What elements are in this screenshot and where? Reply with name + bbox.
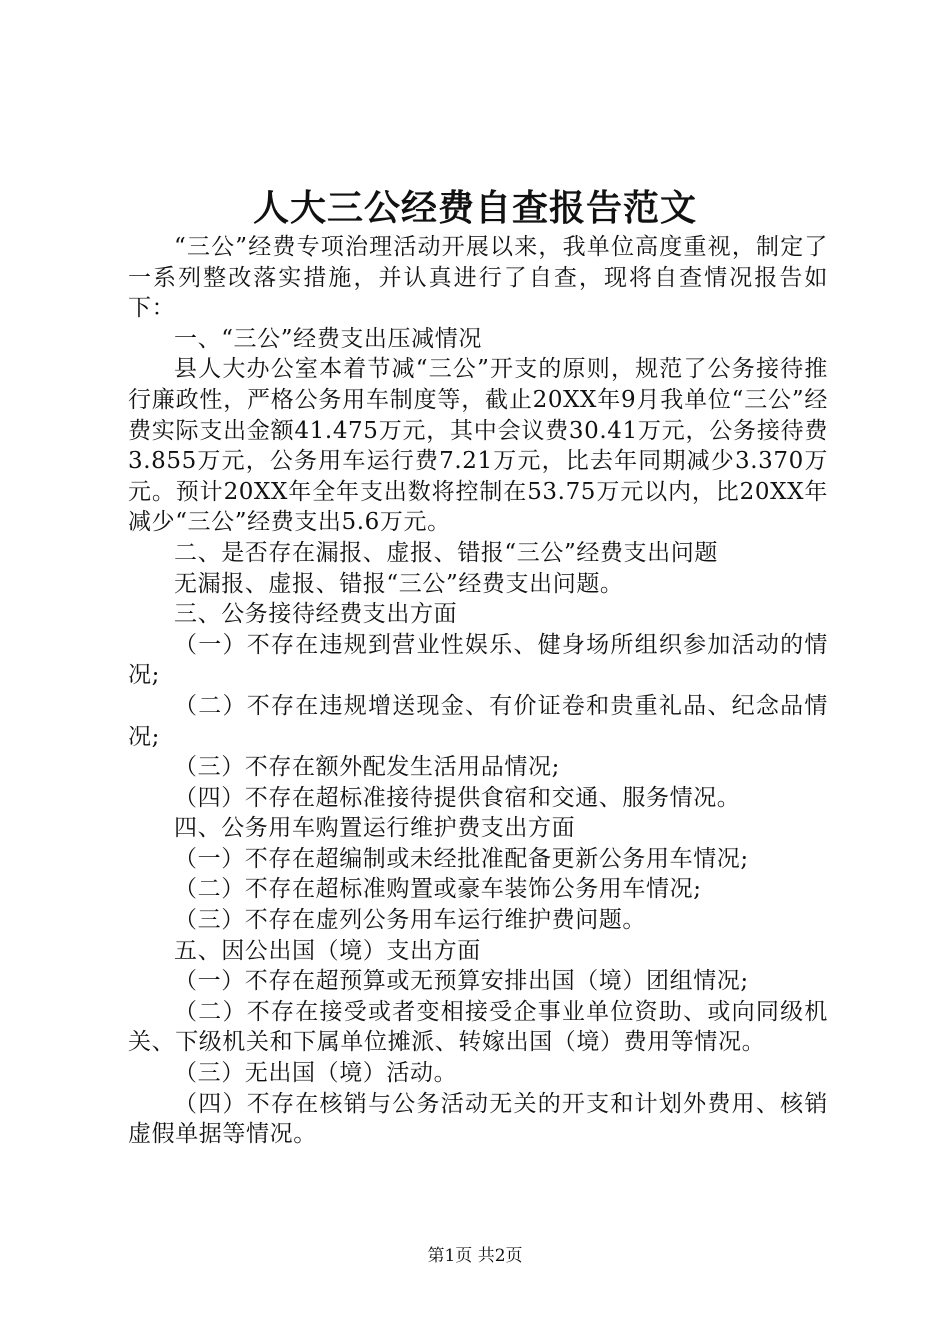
paragraph-section-1: 县人大办公室本着节减“三公”开支的原则，规范了公务接待推行廉政性，严格公务用车制度等，截止20XX年9月我单位“三公”经费实际支出金额41.475万元，其中会议费30.41万元，公务接待费3.855万元，公务用车运行费7.21万元，比去年同期减少3.370万元。预计20XX年全年支出数将控制在53.75万元以内，比20XX年减少“三公”经费支出5.6万元。 xyxy=(128,356,828,536)
document-title: 人大三公经费自查报告范文 xyxy=(252,187,697,229)
heading-section-5: 五、因公出国（境）支出方面 xyxy=(174,937,481,964)
paragraph-intro: “三公”经费专项治理活动开展以来，我单位高度重视，制定了一系列整改落实措施，并认真进行了自查，现将自查情况报告如下： xyxy=(128,234,828,322)
heading-section-2: 二、是否存在漏报、虚报、错报“三公”经费支出问题 xyxy=(174,539,718,566)
list-item: （四）不存在核销与公务活动无关的开支和计划外费用、核销虚假单据等情况。 xyxy=(128,1090,828,1148)
heading-section-4: 四、公务用车购置运行维护费支出方面 xyxy=(174,815,576,842)
page-footer: 第1页 共2页 xyxy=(427,1246,523,1266)
list-item: （三）无出国（境）活动。 xyxy=(174,1060,458,1087)
list-item: （二）不存在违规增送现金、有价证卷和贵重礼品、纪念品情况; xyxy=(128,692,828,750)
heading-section-1: 一、“三公”经费支出压减情况 xyxy=(174,325,482,352)
list-item: （二）不存在超标准购置或豪车装饰公务用车情况; xyxy=(174,876,702,903)
document-body xyxy=(128,232,828,1150)
list-item: （一）不存在超预算或无预算安排出国（境）团组情况; xyxy=(174,968,749,995)
list-item: （三）不存在额外配发生活用品情况; xyxy=(174,754,560,781)
list-item: （二）不存在接受或者变相接受企事业单位资助、或向同级机关、下级机关和下属单位摊派、转嫁出国（境）费用等情况。 xyxy=(128,998,828,1056)
heading-section-3: 三、公务接待经费支出方面 xyxy=(174,601,458,628)
list-item: （三）不存在虚列公务用车运行维护费问题。 xyxy=(174,907,646,934)
list-item: （一）不存在超编制或未经批准配备更新公务用车情况; xyxy=(174,845,749,872)
list-item: （四）不存在超标准接待提供食宿和交通、服务情况。 xyxy=(174,784,741,811)
paragraph-section-2: 无漏报、虚报、错报“三公”经费支出问题。 xyxy=(174,570,624,597)
list-item: （一）不存在违规到营业性娱乐、健身场所组织参加活动的情况; xyxy=(128,631,828,689)
